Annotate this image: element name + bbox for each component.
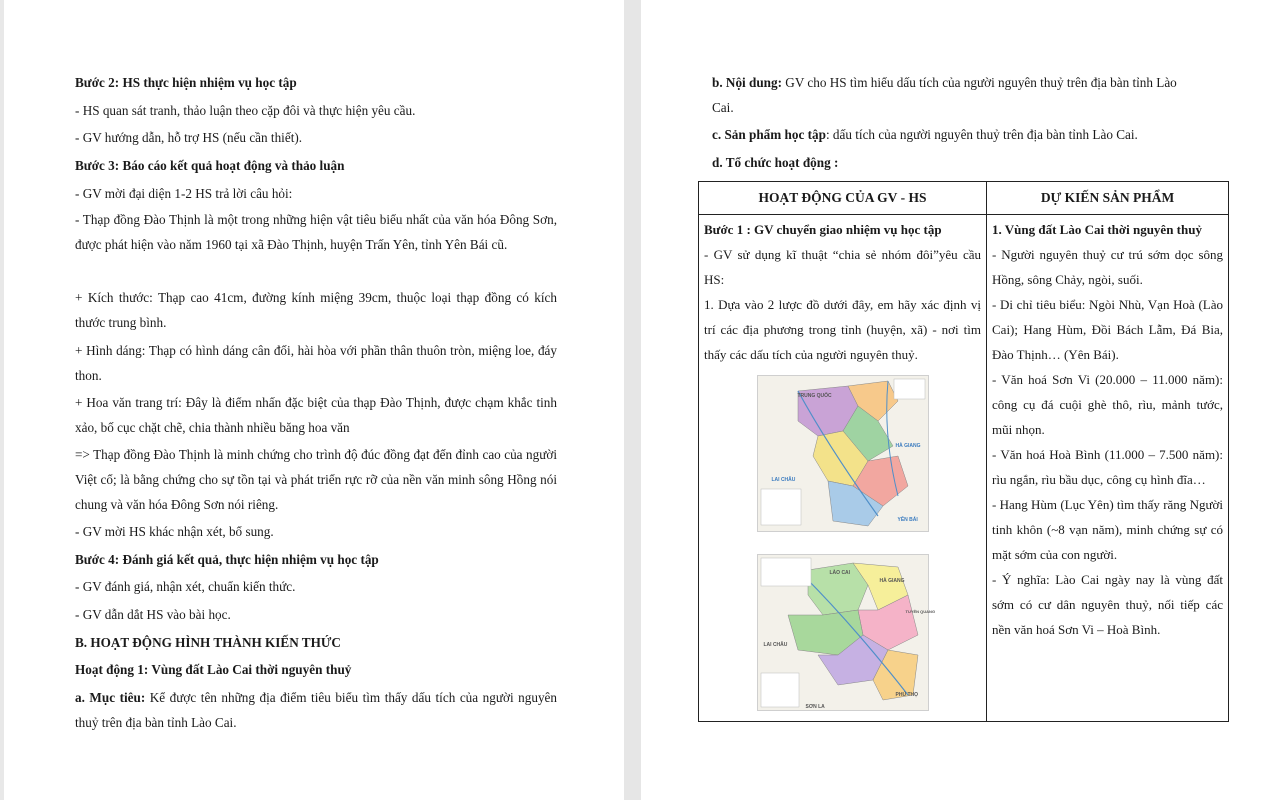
paragraph-text: Hoạt động 1: Vùng đất Lào Cai thời nguyên thuỷ [75, 662, 352, 677]
paragraph-text: - GV mời đại diện 1-2 HS trả lời câu hỏi: [75, 186, 293, 201]
activity-cell [699, 215, 987, 722]
paragraph-text: Bước 2: HS thực hiện nhiệm vụ học tập [75, 75, 297, 90]
paragraph-text: Bước 4: Đánh giá kết quả, thực hiện nhiệm vụ học tập [75, 552, 379, 567]
left-paragraph [75, 390, 557, 440]
map-2-label: HÀ GIANG [879, 578, 905, 584]
paragraph-text: + Hình dáng: Thạp có hình dáng cân đối, hài hòa với phần thân thuôn tròn, miệng loe, đáy thon. [75, 343, 557, 383]
activity-line: - GV sử dụng kĩ thuật “chia sẻ nhóm đôi”yêu cầu HS: [704, 247, 981, 287]
right-page [641, 0, 1261, 800]
paragraph-text: Kể được tên những địa điểm tiêu biểu tìm thấy dấu tích của người nguyên thuỷ trên địa bàn tỉnh Lào Cai. [75, 690, 557, 730]
left-paragraph [75, 602, 557, 627]
map-1-label: HÀ GIANG [895, 443, 921, 449]
left-paragraph [75, 153, 557, 178]
left-paragraph [75, 125, 557, 150]
left-paragraph [75, 338, 557, 388]
paragraph-text: - Thạp đồng Đào Thịnh là một trong những hiện vật tiêu biểu nhất của văn hóa Đông Sơn, được phát hiện vào năm 1960 tại xã Đào Thịnh, huyện Trấn Yên, tỉnh Yên Bái cũ. [75, 212, 557, 252]
product-line: - Văn hoá Sơn Vi (20.000 – 11.000 năm): công cụ đá cuội ghè thô, rìu, mảnh tước, mũi nhọn. [992, 372, 1223, 437]
table-header-activity: HOẠT ĐỘNG CỦA GV - HS [699, 182, 987, 215]
left-paragraph [75, 207, 557, 257]
paragraph-text: B. HOẠT ĐỘNG HÌNH THÀNH KIẾN THỨC [75, 635, 341, 650]
table-row [699, 215, 1229, 722]
product-cell [987, 215, 1229, 722]
activity-table [698, 181, 1229, 722]
activity-line: 1. Dựa vào 2 lược đồ dưới đây, em hãy xác định vị trí các địa phương trong tỉnh (huyện, xã) - nơi tìm thấy các dấu tích của người nguyên thuỷ. [704, 297, 981, 362]
paragraph-text: - HS quan sát tranh, thảo luận theo cặp đôi và thực hiện yêu cầu. [75, 103, 416, 118]
step-title: Bước 1 : GV chuyển giao nhiệm vụ học tập [704, 222, 942, 237]
content-text: GV cho HS tìm hiểu dấu tích của người nguyên thuỷ trên địa bàn tỉnh Lào Cai. [712, 75, 1177, 115]
left-paragraph [75, 519, 557, 544]
product-title: 1. Vùng đất Lào Cai thời nguyên thuỷ [992, 222, 1202, 237]
left-paragraph [75, 98, 557, 123]
product-paragraph [712, 122, 1197, 147]
product-line: - Hang Hùm (Lục Yên) tìm thấy răng Người tinh khôn (~8 vạn năm), minh chứng sự có mặt sớm của con người. [992, 497, 1223, 562]
objective-label: a. Mục tiêu: [75, 690, 146, 705]
product-line: - Người nguyên thuỷ cư trú sớm dọc sông Hồng, sông Chảy, ngòi, suối. [992, 247, 1223, 287]
table-header-product: DỰ KIẾN SẢN PHẨM [987, 182, 1229, 215]
content-paragraph [712, 70, 1197, 120]
map-2-label: PHÚ THỌ [895, 692, 918, 698]
map-1-label: TRUNG QUỐC [797, 393, 832, 399]
map-2-label: TUYÊN QUANG [905, 609, 936, 614]
map-2-label: LÀO CAI [829, 570, 851, 576]
page-gap [624, 0, 641, 800]
product-line: - Ý nghĩa: Lào Cai ngày nay là vùng đất sớm có cư dân nguyên thuỷ, nối tiếp các nền văn hoá Sơn Vi – Hoà Bình. [992, 572, 1223, 637]
left-paragraph [75, 685, 557, 735]
map-2-label: SƠN LA [805, 704, 825, 710]
paragraph-text: - GV hướng dẫn, hỗ trợ HS (nếu cần thiết). [75, 130, 303, 145]
map-1-label: LAI CHÂU [771, 477, 796, 483]
left-paragraph [75, 657, 557, 682]
product-text: : dấu tích của người nguyên thuỷ trên địa bàn tỉnh Lào Cai. [825, 127, 1138, 142]
left-paragraph [75, 630, 557, 655]
content-label: b. Nội dung: [712, 75, 782, 90]
paragraph-text: + Hoa văn trang trí: Đây là điểm nhấn đặc biệt của thạp Đào Thịnh, được chạm khắc tinh xảo, bố cục chặt chẽ, chia thành nhiều băng hoa văn [75, 395, 557, 435]
left-paragraph [75, 285, 557, 335]
paragraph-text: - GV đánh giá, nhận xét, chuẩn kiến thức. [75, 579, 296, 594]
map-image-2 [757, 554, 936, 711]
left-page [4, 0, 624, 800]
paragraph-text: - GV mời HS khác nhận xét, bổ sung. [75, 524, 274, 539]
table-header-row [699, 182, 1229, 215]
paragraph-text: - GV dẫn dắt HS vào bài học. [75, 607, 231, 622]
product-line: - Văn hoá Hoà Bình (11.000 – 7.500 năm): rìu ngắn, rìu bầu dục, công cụ hình đĩa… [992, 447, 1223, 487]
organize-heading: d. Tổ chức hoạt động : [712, 155, 839, 170]
paragraph-text: + Kích thước: Thạp cao 41cm, đường kính miệng 39cm, thuộc loại thạp đồng có kích thước trung bình. [75, 290, 557, 330]
product-line: - Di chỉ tiêu biểu: Ngòi Nhù, Vạn Hoà (Lào Cai); Hang Hùm, Đồi Bách Lẫm, Đá Bia, Đào Thịnh… (Yên Bái). [992, 297, 1223, 362]
paragraph-text: Bước 3: Báo cáo kết quả hoạt động và thảo luận [75, 158, 345, 173]
left-paragraph [75, 181, 557, 206]
paragraph-text: => Thạp đồng Đào Thịnh là minh chứng cho trình độ đúc đồng đạt đến đỉnh cao của người Việt cổ; là bằng chứng cho sự tồn tại và phát triển rực rỡ của nền văn minh sông Hồng nói chung và văn hóa Đông Sơn nói riêng. [75, 447, 557, 512]
left-paragraph [75, 547, 557, 572]
map-1-label: YÊN BÁI [897, 517, 918, 523]
map-2-label: LAI CHÂU [763, 642, 788, 648]
left-paragraph [75, 442, 557, 517]
map-image-1 [757, 375, 929, 532]
left-paragraph [75, 574, 557, 599]
product-label: c. Sản phẩm học tập [712, 127, 826, 142]
left-paragraph [75, 70, 557, 95]
